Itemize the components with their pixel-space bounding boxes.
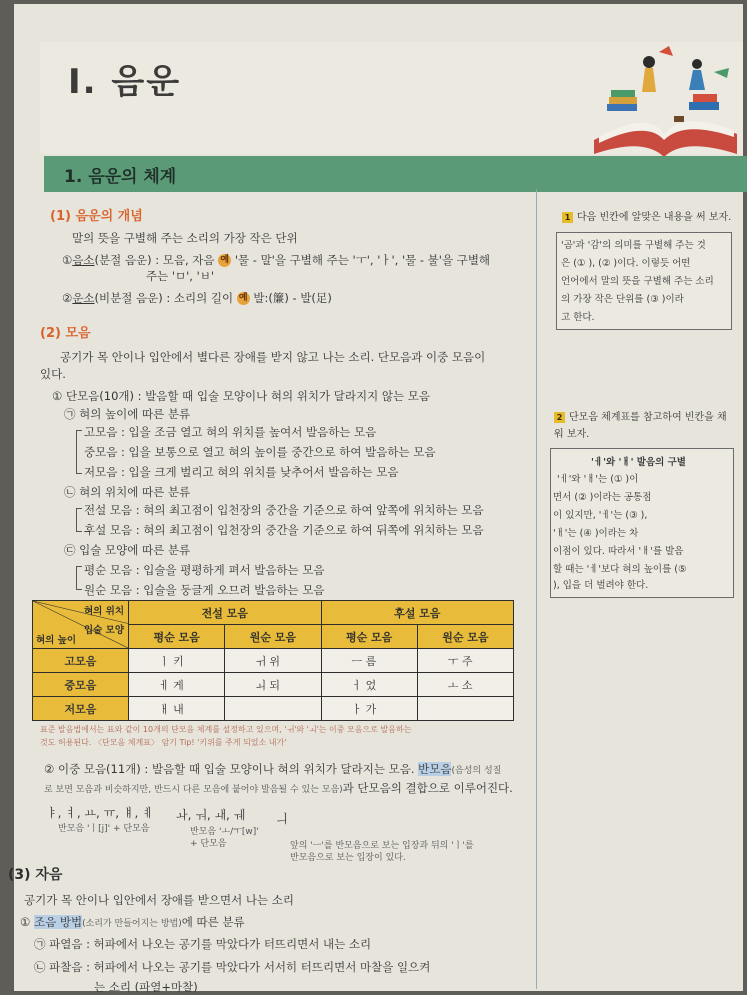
item2-b: 발:(簾) - 발(足) bbox=[253, 291, 332, 305]
q2-line: 이 있지만, 'ㅔ'는 (③ ), bbox=[553, 510, 648, 521]
column-divider bbox=[536, 189, 537, 989]
q1-line: '곰'과 '감'의 의미를 구별해 주는 것 bbox=[561, 240, 706, 251]
sub3-intro: 공기가 목 안이나 입안에서 장애를 받으면서 나는 소리 bbox=[24, 893, 294, 907]
diph-rest: 과 단모음의 결합으로 이루어진다. bbox=[342, 781, 513, 795]
table-cell: ㅐ 내 bbox=[129, 697, 225, 721]
side-q1-box bbox=[556, 232, 732, 330]
q1-line: 의 가장 작은 단위를 (③ )이라 bbox=[561, 294, 684, 305]
corner-top: 혀의 위치 bbox=[83, 606, 124, 617]
sub1-item1 bbox=[62, 252, 490, 268]
bracket-position bbox=[76, 508, 82, 532]
affricate-def-2: 는 소리 (파열+마찰) bbox=[94, 980, 198, 994]
table-note-1: 표준 발음법에서는 표와 같이 10개의 단모음 체계를 설정하고 있으며, 'ㅟ'와 'ㅚ'는 이중 모음으로 발음하는 bbox=[40, 725, 412, 734]
table-cell: ㅚ 되 bbox=[225, 673, 321, 697]
col-header: 원순 모음 bbox=[417, 625, 513, 649]
item1-head: ① bbox=[62, 253, 73, 267]
q2-line: 'ㅔ'와 'ㅐ'는 (① )이 bbox=[557, 474, 639, 485]
item1-term: 음소 bbox=[72, 253, 95, 267]
diph-group-2-note-2: + 단모음 bbox=[190, 839, 227, 849]
front-vowel-def: 전설 모음 : 혀의 최고점이 입천장의 중간을 기준으로 하여 앞쪽에 위치하는 모음 bbox=[84, 503, 484, 517]
monophthong-def: ① 단모음(10개) : 발음할 때 입술 모양이나 혀의 위치가 달라지지 않는 모음 bbox=[52, 389, 430, 403]
row-label: 고모음 bbox=[33, 649, 129, 673]
vowel-table bbox=[32, 600, 514, 721]
manner-small: (소리가 만들어지는 방법) bbox=[82, 919, 182, 929]
item1-a: (분절 음운) : 모음, 자음 bbox=[94, 253, 215, 267]
sub2-intro1: 공기가 목 안이나 입안에서 별다른 장애를 받지 않고 나는 소리. 단모음과 이중 모음이 bbox=[60, 350, 486, 364]
low-vowel-def: 저모음 : 입을 크게 벌리고 혀의 위치를 낮추어서 발음하는 모음 bbox=[84, 465, 399, 479]
diph-b: (음성의 성질 bbox=[451, 766, 502, 776]
diph-group-3: ㅢ bbox=[276, 812, 288, 826]
table-row bbox=[33, 673, 514, 697]
section-header bbox=[44, 156, 747, 192]
diph-group-1: ㅑ, ㅕ, ㅛ, ㅠ, ㅒ, ㅖ bbox=[46, 806, 154, 820]
sub1-def: 말의 뜻을 구별해 주는 소리의 가장 작은 단위 bbox=[72, 231, 298, 245]
item1-c: 주는 'ㅁ', 'ㅂ' bbox=[146, 269, 215, 283]
diph-group-1-note: 반모음 'ㅣ[j]' + 단모음 bbox=[58, 824, 150, 834]
q2-title-text: 단모음 체계표를 참고하여 빈칸을 채 bbox=[569, 412, 727, 423]
sub2-intro2: 있다. bbox=[40, 367, 66, 381]
textbook-page bbox=[8, 4, 743, 994]
bracket-height bbox=[76, 430, 82, 474]
side-q2-box bbox=[550, 448, 734, 598]
diph-group-3-note-2: 반모음으로 보는 입장이 있다. bbox=[290, 853, 406, 863]
side-q1-title bbox=[562, 208, 731, 223]
diphthong-def bbox=[44, 761, 501, 777]
back-vowel-def: 후설 모음 : 혀의 최고점이 입천장의 중간을 기준으로 하여 뒤쪽에 위치하는 모음 bbox=[84, 523, 484, 537]
diph-group-3-note-1: 앞의 'ㅡ'를 반모음으로 보는 입장과 뒤의 'ㅣ'를 bbox=[290, 841, 474, 851]
side-q2-title-2: 워 보자. bbox=[554, 429, 590, 440]
corner-mid: 입술 모양 bbox=[83, 625, 124, 636]
unrounded-def: 평순 모음 : 입술을 평평하게 펴서 발음하는 모음 bbox=[84, 563, 325, 577]
lip-class-title: ㉢ 입술 모양에 따른 분류 bbox=[64, 543, 191, 557]
affricate-def: ㉡ 파찰음 : 허파에서 나오는 공기를 막았다가 서서히 터뜨리면서 마찰을 일으켜 bbox=[34, 960, 431, 974]
table-cell: ㅔ 게 bbox=[129, 673, 225, 697]
q2-line: 면서 (② )이라는 공통점 bbox=[553, 492, 652, 503]
chapter-title: Ⅰ. 음운 bbox=[68, 62, 182, 102]
diph-group-2: ㅘ, ㅝ, ㅙ, ㅞ bbox=[176, 808, 246, 822]
table-cell bbox=[225, 697, 321, 721]
col-header: 원순 모음 bbox=[225, 625, 321, 649]
section-title: 1. 음운의 체계 bbox=[64, 167, 177, 187]
corner-bottom: 혀의 높이 bbox=[36, 635, 77, 646]
manner-rest: 에 따른 분류 bbox=[181, 915, 245, 929]
table-cell: ㅡ 름 bbox=[321, 649, 417, 673]
position-class-title: ㉡ 혀의 위치에 따른 분류 bbox=[64, 485, 191, 499]
example-icon: 예 bbox=[237, 292, 250, 305]
table-row bbox=[33, 697, 514, 721]
q1-title-text: 다음 빈칸에 알맞은 내용을 써 보자. bbox=[577, 212, 732, 223]
q2-line: 할 때는 'ㅔ'보다 혀의 높이를 (⑤ bbox=[553, 564, 687, 575]
table-cell: ㅜ 주 bbox=[417, 649, 513, 673]
height-class-title: ㉠ 혀의 높이에 따른 분류 bbox=[64, 407, 191, 421]
book-illustration-icon bbox=[589, 42, 739, 162]
table-cell: ㅣ 키 bbox=[129, 649, 225, 673]
example-icon: 예 bbox=[218, 254, 231, 267]
header-back: 후설 모음 bbox=[321, 601, 514, 625]
col-header: 평순 모음 bbox=[321, 625, 417, 649]
q1-line: 고 한다. bbox=[561, 312, 595, 323]
table-note-2: 것도 허용된다. 〈단모음 체계표〉 암기 Tip! '키위를 주게 되었소 내가' bbox=[40, 738, 287, 747]
item2-term: 운소 bbox=[72, 291, 95, 305]
table-row bbox=[33, 649, 514, 673]
manner-head: ① bbox=[20, 915, 31, 929]
diphthong-def-2 bbox=[44, 780, 513, 796]
q2-line: 'ㅐ'는 (④ )이라는 차 bbox=[553, 528, 639, 539]
high-vowel-def: 고모음 : 입을 조금 열고 혀의 위치를 높여서 발음하는 모음 bbox=[84, 425, 377, 439]
manner-term: 조음 방법 bbox=[33, 915, 83, 929]
side-q2-title bbox=[554, 408, 727, 423]
table-cell: ㅏ 가 bbox=[321, 697, 417, 721]
q2-line: 이점이 있다. 따라서 'ㅐ'를 발음 bbox=[553, 546, 684, 557]
row-label: 저모음 bbox=[33, 697, 129, 721]
manner-title bbox=[20, 914, 245, 930]
q2-number: 2 bbox=[554, 412, 565, 423]
q1-line: 언어에서 말의 뜻을 구별해 주는 소리 bbox=[561, 276, 714, 287]
diph-group-2-note-1: 반모음 'ㅗ/ㅜ[w]' bbox=[190, 827, 259, 837]
q2-line: ), 입을 더 벌려야 한다. bbox=[553, 580, 649, 591]
q1-number: 1 bbox=[562, 212, 573, 223]
table-cell: ㅗ 소 bbox=[417, 673, 513, 697]
plosive-def: ㉠ 파열음 : 허파에서 나오는 공기를 막았다가 터뜨리면서 내는 소리 bbox=[34, 937, 372, 951]
diph-a: ② 이중 모음(11개) : 발음할 때 입술 모양이나 혀의 위치가 달라지는 모음. bbox=[44, 762, 415, 776]
item1-b: '물 - 말'을 구별해 주는 'ㅜ', 'ㅏ', '물 - 불'을 구별해 bbox=[234, 253, 491, 267]
sub1-item2 bbox=[62, 290, 332, 306]
item2-a: (비분절 음운) : 소리의 길이 bbox=[94, 291, 234, 305]
table-cell: ㅟ 위 bbox=[225, 649, 321, 673]
mid-vowel-def: 중모음 : 입을 보통으로 열고 혀의 높이를 중간으로 하여 발음하는 모음 bbox=[84, 445, 436, 459]
table-cell bbox=[417, 697, 513, 721]
col-header: 평순 모음 bbox=[129, 625, 225, 649]
header-front: 전설 모음 bbox=[129, 601, 322, 625]
sub2-title: (2) 모음 bbox=[40, 326, 91, 341]
table-cell: ㅓ 었 bbox=[321, 673, 417, 697]
q2-box-title: 'ㅔ'와 'ㅐ' 발음의 구별 bbox=[591, 457, 686, 468]
q1-line: 은 (① ), (② )이다. 이렇듯 어떤 bbox=[561, 258, 691, 269]
row-label: 중모음 bbox=[33, 673, 129, 697]
bracket-lip bbox=[76, 566, 82, 590]
sub3-title: (3) 자음 bbox=[8, 867, 63, 883]
rounded-def: 원순 모음 : 입술을 둥글게 오므려 발음하는 모음 bbox=[84, 583, 325, 597]
semivowel-term: 반모음 bbox=[418, 762, 452, 776]
sub1-title: (1) 음운의 개념 bbox=[50, 209, 143, 224]
diph-small: 로 보면 모음과 비슷하지만, 반드시 다른 모음에 붙어야 발음될 수 있는 모음) bbox=[44, 785, 343, 795]
item2-head: ② bbox=[62, 291, 73, 305]
table-corner bbox=[33, 601, 129, 649]
